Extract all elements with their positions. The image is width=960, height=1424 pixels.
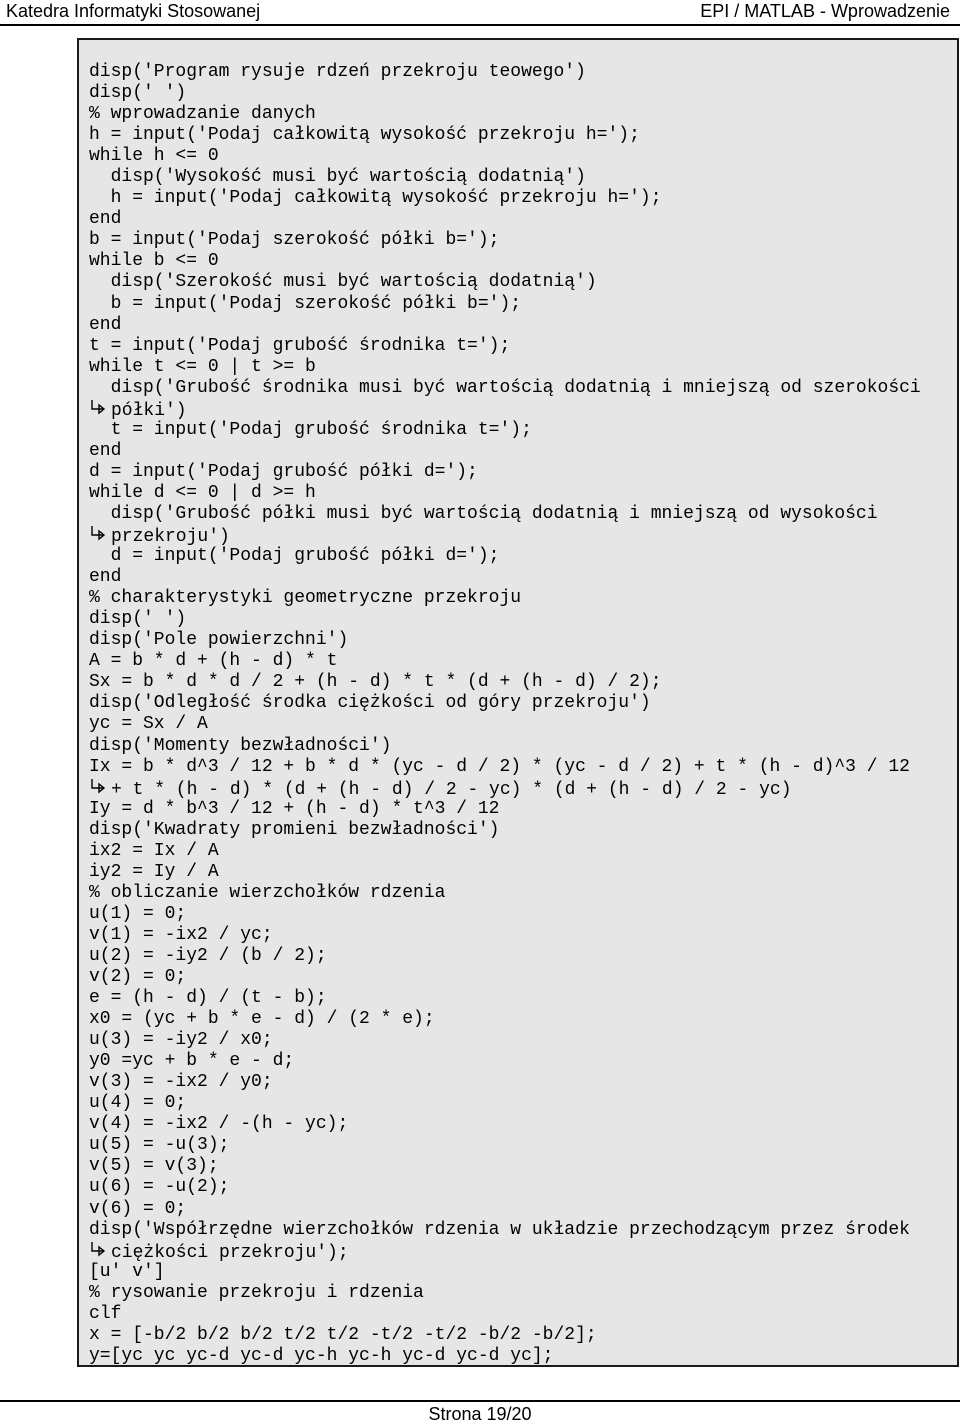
code-text: v(3) = -ix2 / y0; [89,1072,273,1093]
code-line [89,693,951,714]
code-text: disp('Program rysuje rdzeń przekroju teowego') [89,62,586,82]
code-line [89,757,951,778]
code-text: ix2 = Ix / A [89,840,219,861]
code-line [89,272,951,293]
code-text: disp('Szerokość musi być wartością dodatnią') [89,272,597,293]
header-department: Katedra Informatyki Stosowanej [6,1,261,21]
code-text: disp('Momenty bezwładności') [89,735,392,756]
code-text: end [89,567,122,588]
code-text: Iy = d * b^3 / 12 + (h - d) * t^3 / 12 [89,798,500,819]
code-text: disp('Współrzędne wierzchołków rdzenia w układzie przechodzącym przez środek [89,1219,910,1240]
code-line [89,336,951,357]
code-text: % rysowanie przekroju i rdzenia [89,1282,424,1303]
header-document-title: EPI / MATLAB - Wprowadzenie [700,1,950,21]
code-text: d = input('Podaj grubość półki d='); [89,546,500,567]
code-text: v(1) = -ix2 / yc; [89,924,273,945]
code-text: u(4) = 0; [89,1093,187,1114]
code-text: Ix = b * d^3 / 12 + b * d * (yc - d / 2) * (yc - d / 2) + t * (h - d)^3 / 12 [89,756,910,777]
code-text: disp('Pole powierzchni') [89,630,349,651]
line-wrap-arrow-icon [89,1241,111,1264]
code-text: while d <= 0 | d >= h [89,482,316,503]
code-line [89,462,951,483]
code-line [89,967,951,988]
header-rule [0,24,960,26]
code-line [89,1283,951,1304]
line-wrap-arrow-icon [89,399,111,422]
code-text: A = b * d + (h - d) * t [89,651,338,672]
code-line [89,820,951,841]
code-line [89,883,951,904]
code-text: while h <= 0 [89,146,219,167]
code-text: u(2) = -iy2 / (b / 2); [89,945,327,966]
code-line [89,1009,951,1030]
code-text: e = (h - d) / (t - b); [89,988,327,1009]
code-line [89,504,951,525]
code-text: v(4) = -ix2 / -(h - yc); [89,1114,349,1135]
code-listing [77,38,959,1367]
code-text: półki') [111,400,187,421]
code-text: b = input('Podaj szerokość półki b='); [89,293,522,314]
code-line [89,83,951,104]
code-line [89,230,951,251]
code-line [89,672,951,693]
line-wrap-arrow-icon [89,525,111,548]
code-line [89,209,951,230]
code-text: end [89,440,122,461]
code-line [89,609,951,630]
code-line [89,1030,951,1051]
code-line [89,651,951,672]
code-text: ciężkości przekroju'); [111,1242,349,1263]
code-line [89,1156,951,1177]
line-wrap-arrow-icon [89,778,111,801]
code-text: disp(' ') [89,83,187,104]
page-number: Strona 19/20 [428,1404,532,1424]
code-line-continuation [89,778,951,799]
code-line [89,378,951,399]
code-line [89,588,951,609]
code-line [89,1072,951,1093]
code-text: x = [-b/2 b/2 b/2 t/2 t/2 -t/2 -t/2 -b/2 -b/2]; [89,1324,597,1345]
code-text: u(5) = -u(3); [89,1135,230,1156]
code-line [89,1220,951,1241]
code-line [89,714,951,735]
code-text: disp('Grubość środnika musi być wartością dodatnią i mniejszą od szerokości [89,377,921,398]
code-text: b = input('Podaj szerokość półki b='); [89,230,500,251]
code-text: disp('Kwadraty promieni bezwładności') [89,819,500,840]
code-line [89,167,951,188]
code-line [89,125,951,146]
code-text: u(6) = -u(2); [89,1177,230,1198]
code-text: h = input('Podaj całkowitą wysokość przekroju h='); [89,125,640,146]
code-line [89,1346,951,1367]
code-line [89,420,951,441]
code-text: iy2 = Iy / A [89,861,219,882]
code-line [89,1051,951,1072]
code-line [89,251,951,272]
code-text: u(1) = 0; [89,903,187,924]
code-text: disp('Wysokość musi być wartością dodatnią') [89,167,586,188]
code-text: t = input('Podaj grubość środnika t='); [89,419,532,440]
footer-rule [0,1400,960,1402]
code-lines [89,62,951,1367]
code-line [89,567,951,588]
code-line [89,315,951,336]
code-line [89,62,951,83]
code-text: d = input('Podaj grubość półki d='); [89,461,478,482]
code-text: y=[yc yc yc-d yc-d yc-h yc-h yc-d yc-d yc]; [89,1345,554,1366]
code-text: h = input('Podaj całkowitą wysokość przekroju h='); [89,188,662,209]
code-line [89,1325,951,1346]
code-line [89,988,951,1009]
code-line [89,1304,951,1325]
code-text: v(2) = 0; [89,967,187,988]
code-line [89,1177,951,1198]
code-text: disp('Odległość środka ciężkości od góry przekroju') [89,693,651,714]
code-text: while b <= 0 [89,251,219,272]
code-text: v(5) = v(3); [89,1156,219,1177]
code-text: end [89,314,122,335]
code-line [89,1135,951,1156]
code-text: clf [89,1303,122,1324]
code-text: u(3) = -iy2 / x0; [89,1030,273,1051]
code-text: Sx = b * d * d / 2 + (h - d) * t * (d + (h - d) / 2); [89,672,662,693]
code-text: y0 =yc + b * e - d; [89,1051,295,1072]
code-line [89,146,951,167]
code-text: % charakterystyki geometryczne przekroju [89,588,522,609]
code-line [89,546,951,567]
code-line [89,1114,951,1135]
code-line [89,736,951,757]
code-text: % wprowadzanie danych [89,104,316,125]
code-line-continuation [89,1241,951,1262]
code-text: v(6) = 0; [89,1198,187,1219]
code-text: yc = Sx / A [89,714,208,735]
code-text: % obliczanie wierzchołków rdzenia [89,882,446,903]
code-line [89,188,951,209]
code-text: + t * (h - d) * (d + (h - d) / 2 - yc) * (d + (h - d) / 2 - yc) [111,779,792,800]
code-line [89,904,951,925]
code-line [89,1093,951,1114]
code-text: x0 = (yc + b * e - d) / (2 * e); [89,1009,435,1030]
code-line [89,104,951,125]
code-line [89,441,951,462]
code-line [89,1199,951,1220]
code-text: end [89,209,122,230]
code-text: przekroju') [111,527,230,548]
page-header [0,0,960,24]
code-line [89,925,951,946]
code-line [89,841,951,862]
code-line [89,630,951,651]
code-line [89,946,951,967]
code-line [89,294,951,315]
code-line-continuation [89,399,951,420]
code-text: disp('Grubość półki musi być wartością dodatnią i mniejszą od wysokości [89,503,878,524]
code-line [89,862,951,883]
code-text: [u' v'] [89,1261,165,1282]
code-text: while t <= 0 | t >= b [89,356,316,377]
code-line [89,799,951,820]
code-text: disp(' ') [89,609,187,630]
code-line [89,357,951,378]
code-line [89,1262,951,1283]
code-line [89,483,951,504]
code-line-continuation [89,525,951,546]
code-text: t = input('Podaj grubość środnika t='); [89,335,511,356]
